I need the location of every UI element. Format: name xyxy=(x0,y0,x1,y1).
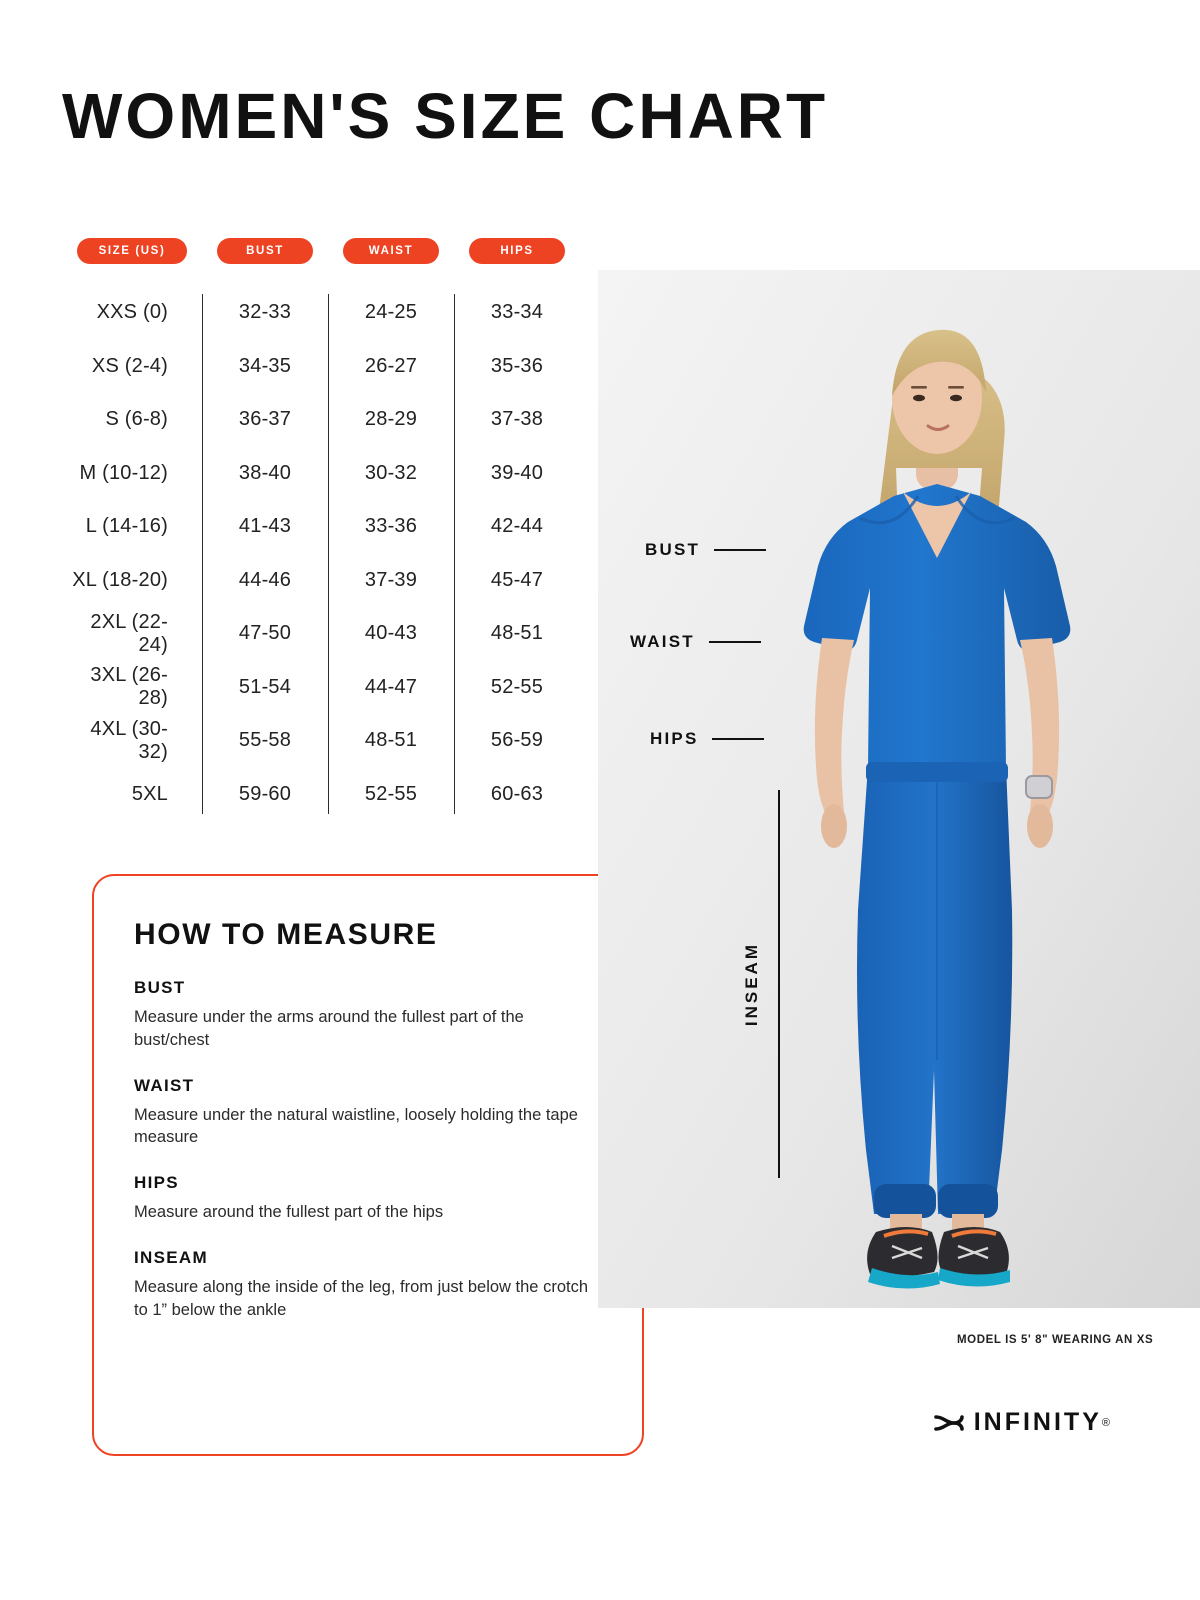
callout-bust xyxy=(645,540,766,560)
callout-inseam xyxy=(742,790,762,1178)
measure-text-hips: Measure around the fullest part of the hips xyxy=(134,1203,444,1222)
table-header-cell-size xyxy=(62,238,202,264)
cell-hips: 45-47 xyxy=(490,568,544,591)
cell-size: 5XL xyxy=(131,782,168,805)
callout-waist xyxy=(630,632,761,652)
measure-title-bust: BUST xyxy=(134,978,186,997)
callout-label-hips: HIPS xyxy=(650,729,699,748)
measure-title-hips: HIPS xyxy=(134,1173,179,1193)
model-photo-panel xyxy=(598,270,1200,1308)
how-to-measure-heading: HOW TO MEASURE xyxy=(134,918,438,951)
cell-waist: 33-36 xyxy=(364,515,418,538)
cell-hips: 37-38 xyxy=(490,408,544,431)
cell-size: XXS (0) xyxy=(96,301,168,324)
measure-title-waist: WAIST xyxy=(134,1075,195,1095)
measure-item-hips xyxy=(134,1173,602,1224)
measure-item-waist xyxy=(134,1076,602,1150)
table-row xyxy=(62,768,582,822)
measure-title-inseam: INSEAM xyxy=(134,1247,208,1267)
cell-bust: 41-43 xyxy=(238,515,292,538)
cell-size: L (14-16) xyxy=(85,515,168,538)
brand-logo xyxy=(934,1408,1110,1437)
model-illustration xyxy=(598,270,1200,1308)
cell-bust: 55-58 xyxy=(238,729,292,752)
callout-label-waist: WAIST xyxy=(630,632,695,651)
table-row xyxy=(62,393,582,447)
header-pill-bust: BUST xyxy=(217,238,313,264)
size-table xyxy=(62,238,582,821)
cell-size: S (6-8) xyxy=(105,408,168,431)
cell-size: 4XL (30-32) xyxy=(90,717,168,763)
header-pill-waist: WAIST xyxy=(343,238,439,264)
cell-bust: 44-46 xyxy=(238,568,292,591)
table-row xyxy=(62,500,582,554)
measure-text-waist: Measure under the natural waistline, loosely holding the tape measure xyxy=(134,1105,578,1147)
cell-waist: 37-39 xyxy=(364,568,418,591)
cell-hips: 33-34 xyxy=(490,301,544,324)
table-header-row xyxy=(62,238,582,264)
callout-hips xyxy=(650,729,764,749)
how-to-measure-box xyxy=(92,874,644,1456)
cell-bust: 47-50 xyxy=(238,622,292,645)
cell-hips: 42-44 xyxy=(490,515,544,538)
brand-name: INFINITY xyxy=(973,1408,1102,1436)
cell-waist: 30-32 xyxy=(364,461,418,484)
cell-hips: 48-51 xyxy=(490,622,544,645)
callout-label-inseam: INSEAM xyxy=(742,941,761,1027)
infinity-icon xyxy=(934,1413,964,1433)
callout-line-inseam xyxy=(778,790,780,1178)
header-pill-size: SIZE (US) xyxy=(77,238,187,264)
table-row xyxy=(62,554,582,608)
cell-waist: 26-27 xyxy=(364,354,418,377)
table-header-cell-hips xyxy=(454,238,580,264)
cell-hips: 60-63 xyxy=(490,782,544,805)
table-row xyxy=(62,447,582,501)
column-divider xyxy=(202,294,203,814)
cell-waist: 52-55 xyxy=(364,782,418,805)
measure-item-inseam xyxy=(134,1248,602,1322)
table-body xyxy=(62,286,582,821)
cell-size: 3XL (26-28) xyxy=(90,664,168,710)
callout-line-waist xyxy=(709,641,761,643)
table-header-cell-waist xyxy=(328,238,454,264)
cell-size: 2XL (22-24) xyxy=(90,610,168,656)
table-row xyxy=(62,714,582,768)
cell-hips: 35-36 xyxy=(490,354,544,377)
cell-bust: 38-40 xyxy=(238,461,292,484)
callout-line-bust xyxy=(714,549,766,551)
column-divider xyxy=(328,294,329,814)
page-title: WOMEN'S SIZE CHART xyxy=(62,80,829,152)
cell-size: M (10-12) xyxy=(79,461,168,484)
cell-waist: 44-47 xyxy=(364,675,418,698)
cell-waist: 28-29 xyxy=(364,408,418,431)
cell-bust: 32-33 xyxy=(238,301,292,324)
table-row xyxy=(62,607,582,661)
cell-bust: 51-54 xyxy=(238,675,292,698)
measure-text-inseam: Measure along the inside of the leg, from just below the crotch to 1” below the ankle xyxy=(134,1277,588,1319)
callout-label-bust: BUST xyxy=(645,540,701,559)
cell-waist: 40-43 xyxy=(364,622,418,645)
cell-hips: 39-40 xyxy=(490,461,544,484)
model-note: MODEL IS 5' 8" WEARING AN XS xyxy=(957,1334,1154,1346)
table-row xyxy=(62,661,582,715)
cell-hips: 52-55 xyxy=(490,675,544,698)
cell-waist: 24-25 xyxy=(364,301,418,324)
callout-line-hips xyxy=(712,738,764,740)
table-row xyxy=(62,286,582,340)
cell-bust: 59-60 xyxy=(238,782,292,805)
measure-text-bust: Measure under the arms around the fullest part of the bust/chest xyxy=(134,1008,524,1049)
table-row xyxy=(62,340,582,394)
cell-hips: 56-59 xyxy=(490,729,544,752)
cell-size: XS (2-4) xyxy=(91,354,168,377)
column-divider xyxy=(454,294,455,814)
registered-mark: ® xyxy=(1101,1416,1110,1429)
measure-item-bust xyxy=(134,978,602,1052)
table-header-cell-bust xyxy=(202,238,328,264)
cell-size: XL (18-20) xyxy=(72,568,168,591)
cell-bust: 34-35 xyxy=(238,354,292,377)
header-pill-hips: HIPS xyxy=(469,238,565,264)
cell-bust: 36-37 xyxy=(238,408,292,431)
cell-waist: 48-51 xyxy=(364,729,418,752)
